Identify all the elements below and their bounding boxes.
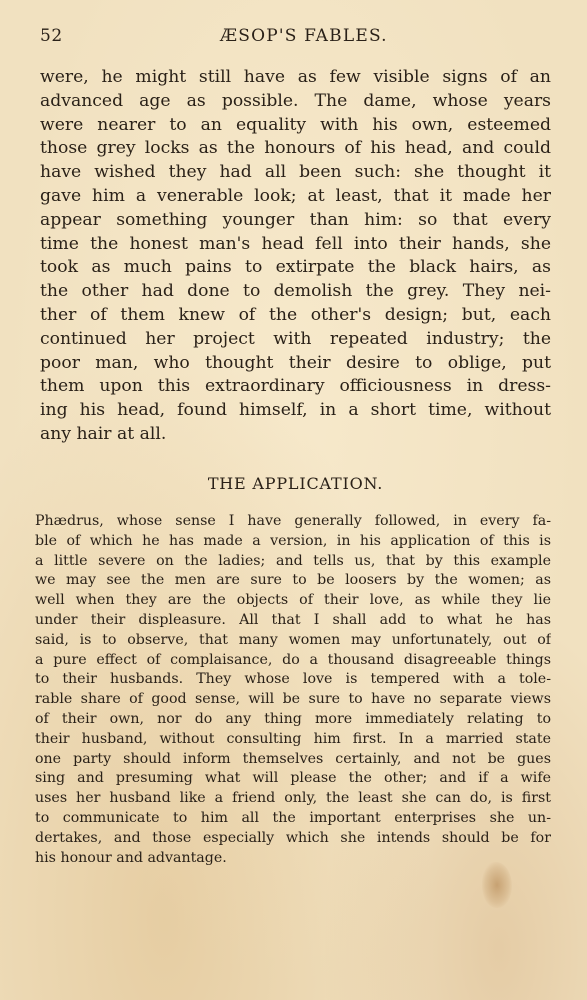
text-line: took as much pains to extirpate the black hairs, as [40,257,551,278]
text-line: a little severe on the ladies; and tells us, that by this example [35,552,551,569]
text-line: we may see the men are sure to be loosers by the women; as [35,572,551,589]
text-line: a pure effect of complaisance, do a thousand disagreeable things [35,651,551,668]
text-line: dertakes, and those especially which she intends should be for [35,829,551,846]
paper-stain [482,862,512,908]
text-line: to their husbands. They whose love is tempered with a tole- [35,671,551,688]
text-line: were nearer to an equality with his own, esteemed [40,114,551,135]
text-line: ther of them knew of the other's design; but, each [40,304,551,325]
text-line: his honour and advantage. [35,849,227,866]
page-number: 52 [40,26,63,46]
fable-text [40,66,551,447]
text-line: of their own, nor do any thing more immediately relating to [35,710,551,727]
text-line: were, he might still have as few visible signs of an [40,67,551,87]
page-header [40,26,547,50]
text-line: them upon this extraordinary officiousness in dress- [40,376,551,397]
text-line: well when they are the objects of their love, as while they lie [35,592,551,609]
text-line: said, is to observe, that many women may unfortunately, out of [35,631,551,648]
text-line: advanced age as possible. The dame, whose years [40,90,551,111]
text-line: continued her project with repeated industry; the [40,328,551,349]
text-line: uses her husband like a friend only, the least she can do, is first [35,790,551,807]
text-line: their husband, without consulting him first. In a married state [35,730,551,747]
section-title: THE APPLICATION. [207,474,384,493]
text-line: ing his head, found himself, in a short time, without [40,400,551,421]
text-line: Phædrus, whose sense I have generally followed, in every fa- [35,513,551,529]
text-line: to communicate to him all the important enterprises she un- [35,809,551,826]
text-line: the other had done to demolish the grey. They nei- [40,281,551,302]
text-line: any hair at all. [40,423,167,444]
text-line: have wished they had all been such: she thought it [40,162,551,183]
text-line: poor man, who thought their desire to oblige, put [40,352,551,373]
application-text [35,512,551,868]
text-line: rable share of good sense, will be sure to have no separate views [35,691,551,708]
running-title: ÆSOP'S FABLES. [220,26,388,46]
text-line: under their displeasure. All that I shall add to what he has [35,611,551,628]
text-line: appear something younger than him: so that every [40,209,551,230]
text-line: those grey locks as the honours of his head, and could [40,138,551,159]
text-line: one party should inform themselves certainly, and not be gues [35,750,551,767]
text-line: sing and presuming what will please the other; and if a wife [35,770,551,787]
text-line: ble of which he has made a version, in his application of this is [35,532,551,549]
text-line: gave him a venerable look; at least, that it made her [40,185,551,206]
text-line: time the honest man's head fell into their hands, she [40,233,551,254]
